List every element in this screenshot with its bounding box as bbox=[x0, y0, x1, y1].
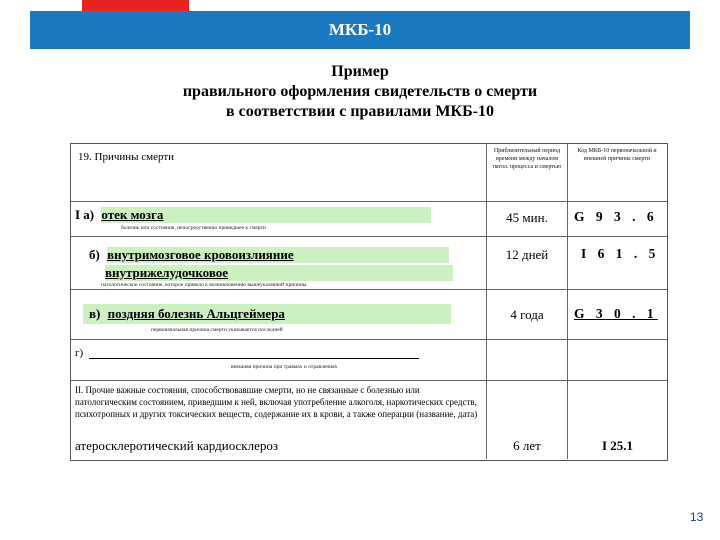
icd-code-row-a: G 9 3 . 6 bbox=[574, 209, 658, 224]
duration-row-c: 4 года bbox=[510, 307, 544, 322]
duration-row-b: 12 дней bbox=[505, 247, 549, 262]
title-line-1: Пример bbox=[331, 63, 389, 80]
icd-code-row-b: I 6 1 . 5 bbox=[581, 246, 660, 261]
death-certificate-form bbox=[70, 143, 668, 461]
row-divider bbox=[71, 339, 667, 340]
part-two-code: I 25.1 bbox=[601, 438, 634, 453]
caption-row-a: болезнь или состояние, непосредственно приведшее к смерти bbox=[121, 225, 266, 231]
cause-field-a[interactable]: отек мозга bbox=[101, 207, 431, 223]
part-two-duration: 6 лет bbox=[513, 438, 541, 453]
row-prefix: б) bbox=[89, 247, 100, 262]
section-label: 19. Причины смерти bbox=[78, 151, 175, 163]
cause-row-b bbox=[89, 247, 449, 263]
header-bar bbox=[30, 11, 690, 49]
caption-row-b: патологическое состояние, которое привело к возникновению вышеуказанной причины bbox=[101, 282, 307, 288]
part-two-description: II. Прочие важные состояния, способствовавшие смерти, но не связанные с болезнью или патологическим состоянием, приведшим к ней, включая употребление алкоголя, наркотических средств, психотропных и других токсических веществ, содержание их в крови, а также операции (название, дата) bbox=[75, 385, 478, 419]
duration-row-a: 45 мин. bbox=[506, 210, 548, 225]
row-prefix: в) bbox=[89, 306, 101, 321]
row-divider bbox=[71, 289, 667, 290]
caption-row-d: внешняя причина при травмах и отравлениях bbox=[231, 364, 338, 370]
cause-field-b[interactable]: внутримозговое кровоизлияние bbox=[107, 247, 449, 263]
row-prefix: I а) bbox=[75, 207, 95, 222]
duration-column-header: Приблизительный период времени между началом патол. процесса и смертью bbox=[492, 148, 562, 170]
row-divider bbox=[71, 236, 667, 237]
row-divider bbox=[71, 201, 667, 202]
row-divider bbox=[71, 380, 667, 381]
title-line-2: правильного оформления свидетельств о смерти bbox=[182, 83, 538, 100]
column-divider-duration bbox=[486, 144, 487, 459]
cause-field-d[interactable] bbox=[89, 348, 419, 359]
cause-row-c bbox=[83, 304, 451, 324]
cause-field-c[interactable]: поздняя болезнь Альцгеймера bbox=[107, 306, 285, 321]
code-column-header: Код МКБ-10 первоначальной и внешней причины смерти bbox=[577, 148, 657, 162]
cause-row-a bbox=[75, 207, 431, 223]
column-divider-code bbox=[567, 144, 568, 459]
caption-row-c: первоначальная причина смерти указывается последней bbox=[151, 327, 283, 333]
title-line-3: в соответствии с правилами МКБ-10 bbox=[225, 103, 494, 120]
row-prefix: г) bbox=[75, 347, 84, 359]
accent-tab bbox=[82, 0, 189, 11]
header-title: МКБ-10 bbox=[328, 20, 392, 39]
cause-field-b2[interactable]: внутрижелудочковое bbox=[105, 265, 453, 281]
part-two-cause[interactable]: атеросклеротический кардиосклероз bbox=[75, 438, 278, 453]
cause-row-b-continuation bbox=[105, 265, 453, 281]
cause-row-d bbox=[75, 347, 419, 359]
icd-code-row-c: G 3 0 . 1 bbox=[574, 306, 658, 321]
page-number: 13 bbox=[690, 510, 704, 524]
